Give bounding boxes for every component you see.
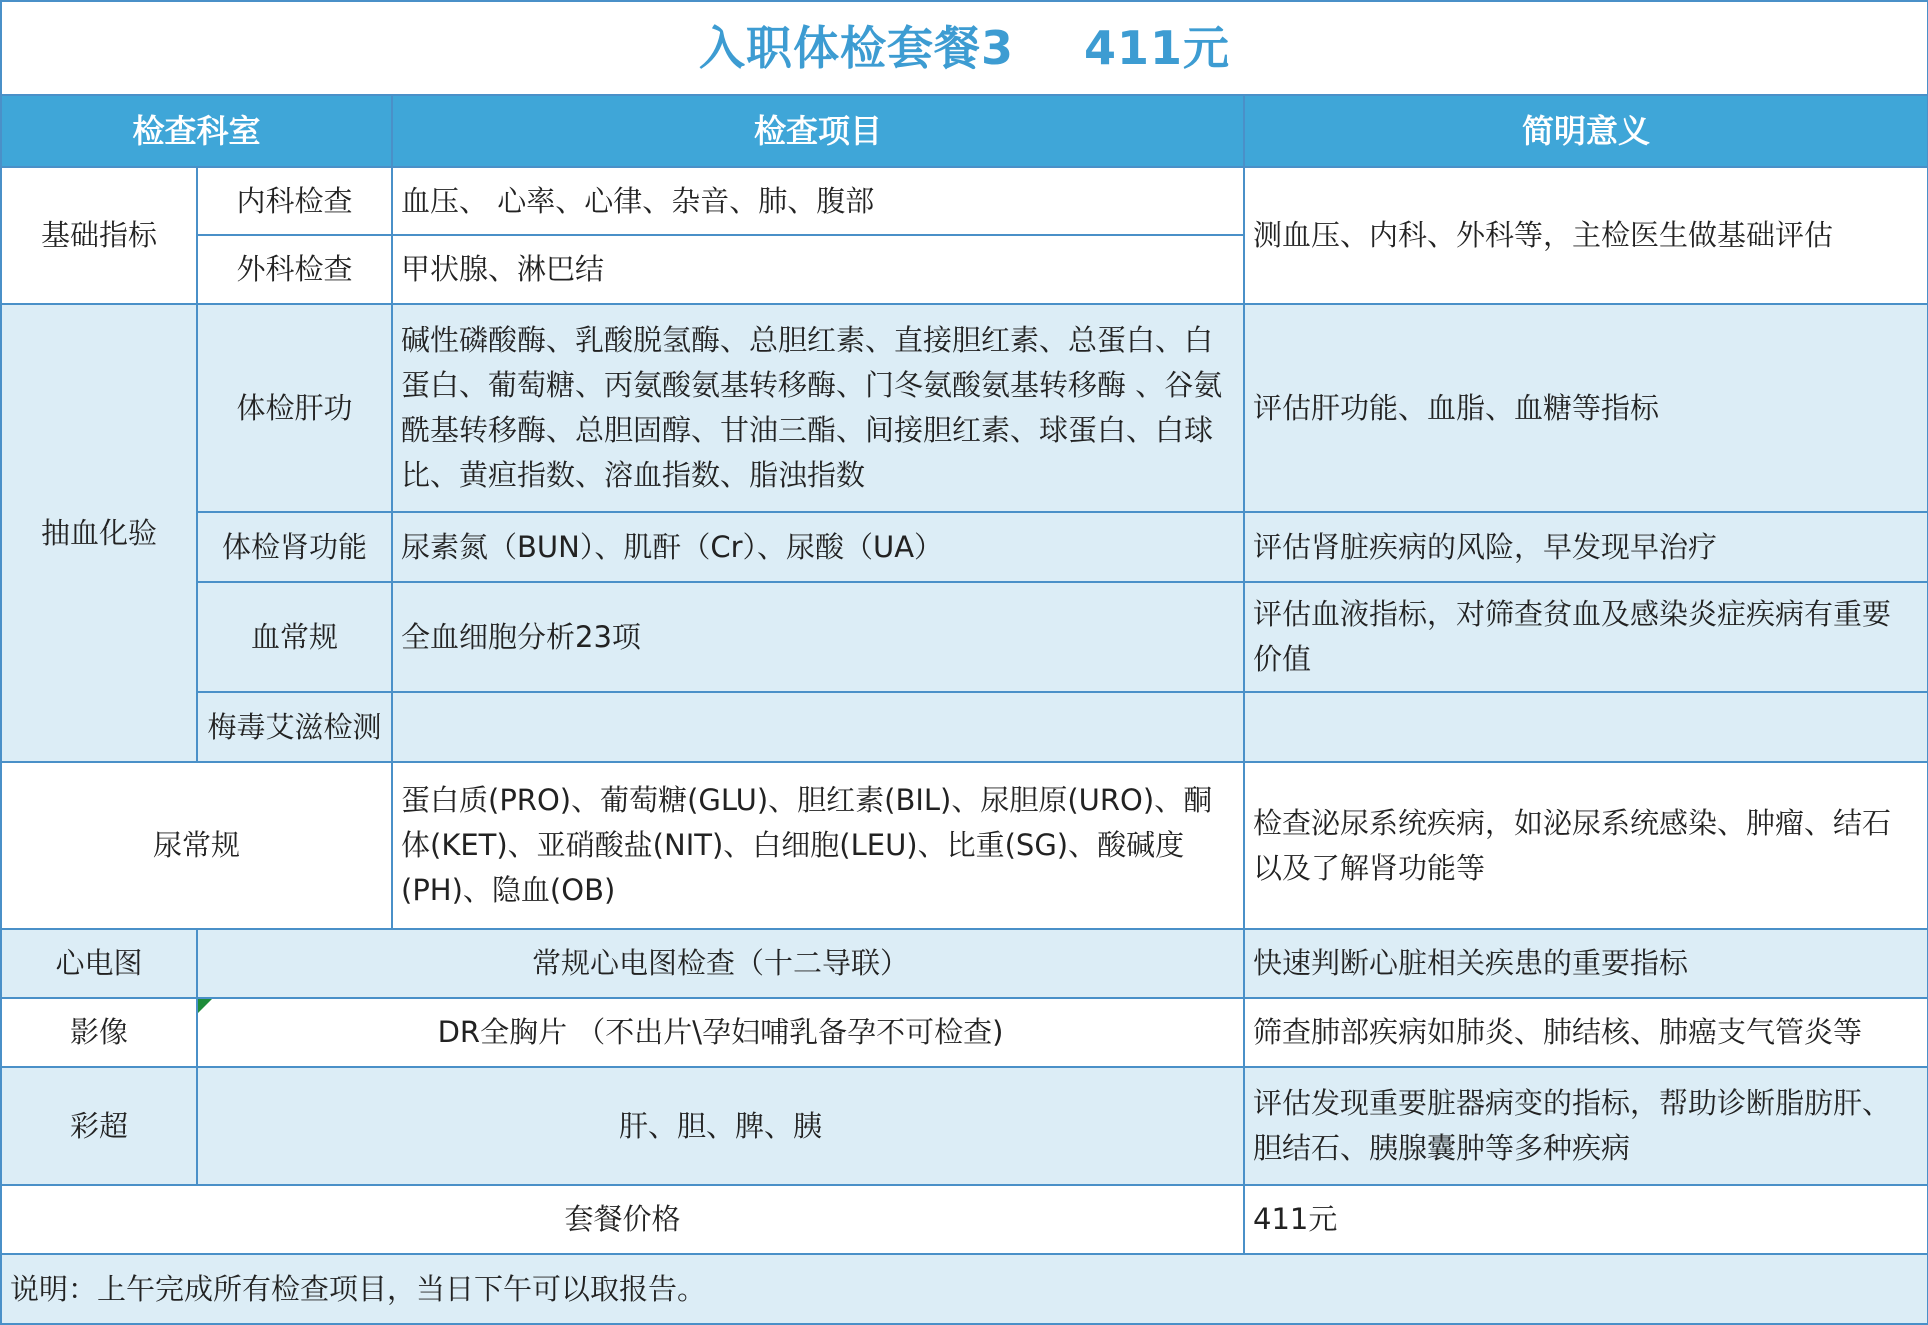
table-row (1, 582, 1928, 692)
meaning-urine[interactable]: 检查泌尿系统疾病，如泌尿系统感染、肿瘤、结石以及了解肾功能等 (1244, 762, 1928, 929)
category-ecg[interactable]: 心电图 (1, 929, 197, 998)
table-row (1, 512, 1928, 582)
items-ultrasound[interactable]: 肝、胆、脾、胰 (197, 1067, 1244, 1185)
table-row (1, 762, 1928, 929)
sub-internal[interactable]: 内科检查 (197, 167, 392, 235)
header-dept[interactable]: 检查科室 (1, 95, 392, 167)
category-basic[interactable]: 基础指标 (1, 167, 197, 304)
title-cell[interactable] (1, 1, 1928, 95)
sub-blood-routine[interactable]: 血常规 (197, 582, 392, 692)
items-imaging-text: DR全胸片 （不出片\孕妇哺乳备孕不可检查) (437, 1015, 1004, 1049)
meaning-blood-routine[interactable]: 评估血液指标，对筛查贫血及感染炎症疾病有重要价值 (1244, 582, 1928, 692)
category-urine[interactable]: 尿常规 (1, 762, 392, 929)
table-row (1, 304, 1928, 512)
table-row (1, 167, 1928, 235)
sub-surgical[interactable]: 外科检查 (197, 235, 392, 304)
comment-marker-icon[interactable] (198, 999, 212, 1013)
items-internal[interactable]: 血压、 心率、心律、杂音、肺、腹部 (392, 167, 1244, 235)
meaning-ultrasound[interactable]: 评估发现重要脏器病变的指标，帮助诊断脂肪肝、胆结石、胰腺囊肿等多种疾病 (1244, 1067, 1928, 1185)
items-surgical[interactable]: 甲状腺、淋巴结 (392, 235, 1244, 304)
items-liver[interactable]: 碱性磷酸酶、乳酸脱氢酶、总胆红素、直接胆红素、总蛋白、白蛋白、葡萄糖、丙氨酸氨基转移酶、门冬氨酸氨基转移酶 、谷氨酰基转移酶、总胆固醇、甘油三酯、间接胆红素、球蛋白、白球比、黄疸指数、溶血指数、脂浊指数 (392, 304, 1244, 512)
items-urine[interactable]: 蛋白质(PRO)、葡萄糖(GLU)、胆红素(BIL)、尿胆原(URO)、酮体(KET)、亚硝酸盐(NIT)、白细胞(LEU)、比重(SG)、酸碱度(PH)、隐血(OB) (392, 762, 1244, 929)
package-price-title: 411元 (1084, 20, 1231, 75)
price-label[interactable]: 套餐价格 (1, 1185, 1244, 1254)
price-value[interactable]: 411元 (1244, 1185, 1928, 1254)
sub-liver[interactable]: 体检肝功 (197, 304, 392, 512)
header-meaning[interactable]: 简明意义 (1244, 95, 1928, 167)
category-blood[interactable]: 抽血化验 (1, 304, 197, 762)
header-items[interactable]: 检查项目 (392, 95, 1244, 167)
items-ecg[interactable]: 常规心电图检查（十二导联） (197, 929, 1244, 998)
items-imaging[interactable] (197, 998, 1244, 1067)
items-syphilis-hiv[interactable] (392, 692, 1244, 762)
meaning-kidney[interactable]: 评估肾脏疾病的风险，早发现早治疗 (1244, 512, 1928, 582)
header-row (1, 95, 1928, 167)
category-imaging[interactable]: 影像 (1, 998, 197, 1067)
table-row (1, 692, 1928, 762)
price-row (1, 1185, 1928, 1254)
meaning-ecg[interactable]: 快速判断心脏相关疾患的重要指标 (1244, 929, 1928, 998)
title-row (1, 1, 1928, 95)
items-kidney[interactable]: 尿素氮（BUN）、肌酐（Cr）、尿酸（UA） (392, 512, 1244, 582)
table-row (1, 998, 1928, 1067)
note-text[interactable]: 说明：上午完成所有检查项目，当日下午可以取报告。 (1, 1254, 1928, 1324)
category-ultrasound[interactable]: 彩超 (1, 1067, 197, 1185)
package-name: 入职体检套餐3 (699, 20, 1015, 75)
meaning-syphilis-hiv[interactable] (1244, 692, 1928, 762)
table-row (1, 1067, 1928, 1185)
note-row (1, 1254, 1928, 1324)
meaning-basic[interactable]: 测血压、内科、外科等，主检医生做基础评估 (1244, 167, 1928, 304)
table-row (1, 929, 1928, 998)
meaning-imaging[interactable]: 筛查肺部疾病如肺炎、肺结核、肺癌支气管炎等 (1244, 998, 1928, 1067)
sub-syphilis-hiv[interactable]: 梅毒艾滋检测 (197, 692, 392, 762)
meaning-liver[interactable]: 评估肝功能、血脂、血糖等指标 (1244, 304, 1928, 512)
items-blood-routine[interactable]: 全血细胞分析23项 (392, 582, 1244, 692)
sub-kidney[interactable]: 体检肾功能 (197, 512, 392, 582)
